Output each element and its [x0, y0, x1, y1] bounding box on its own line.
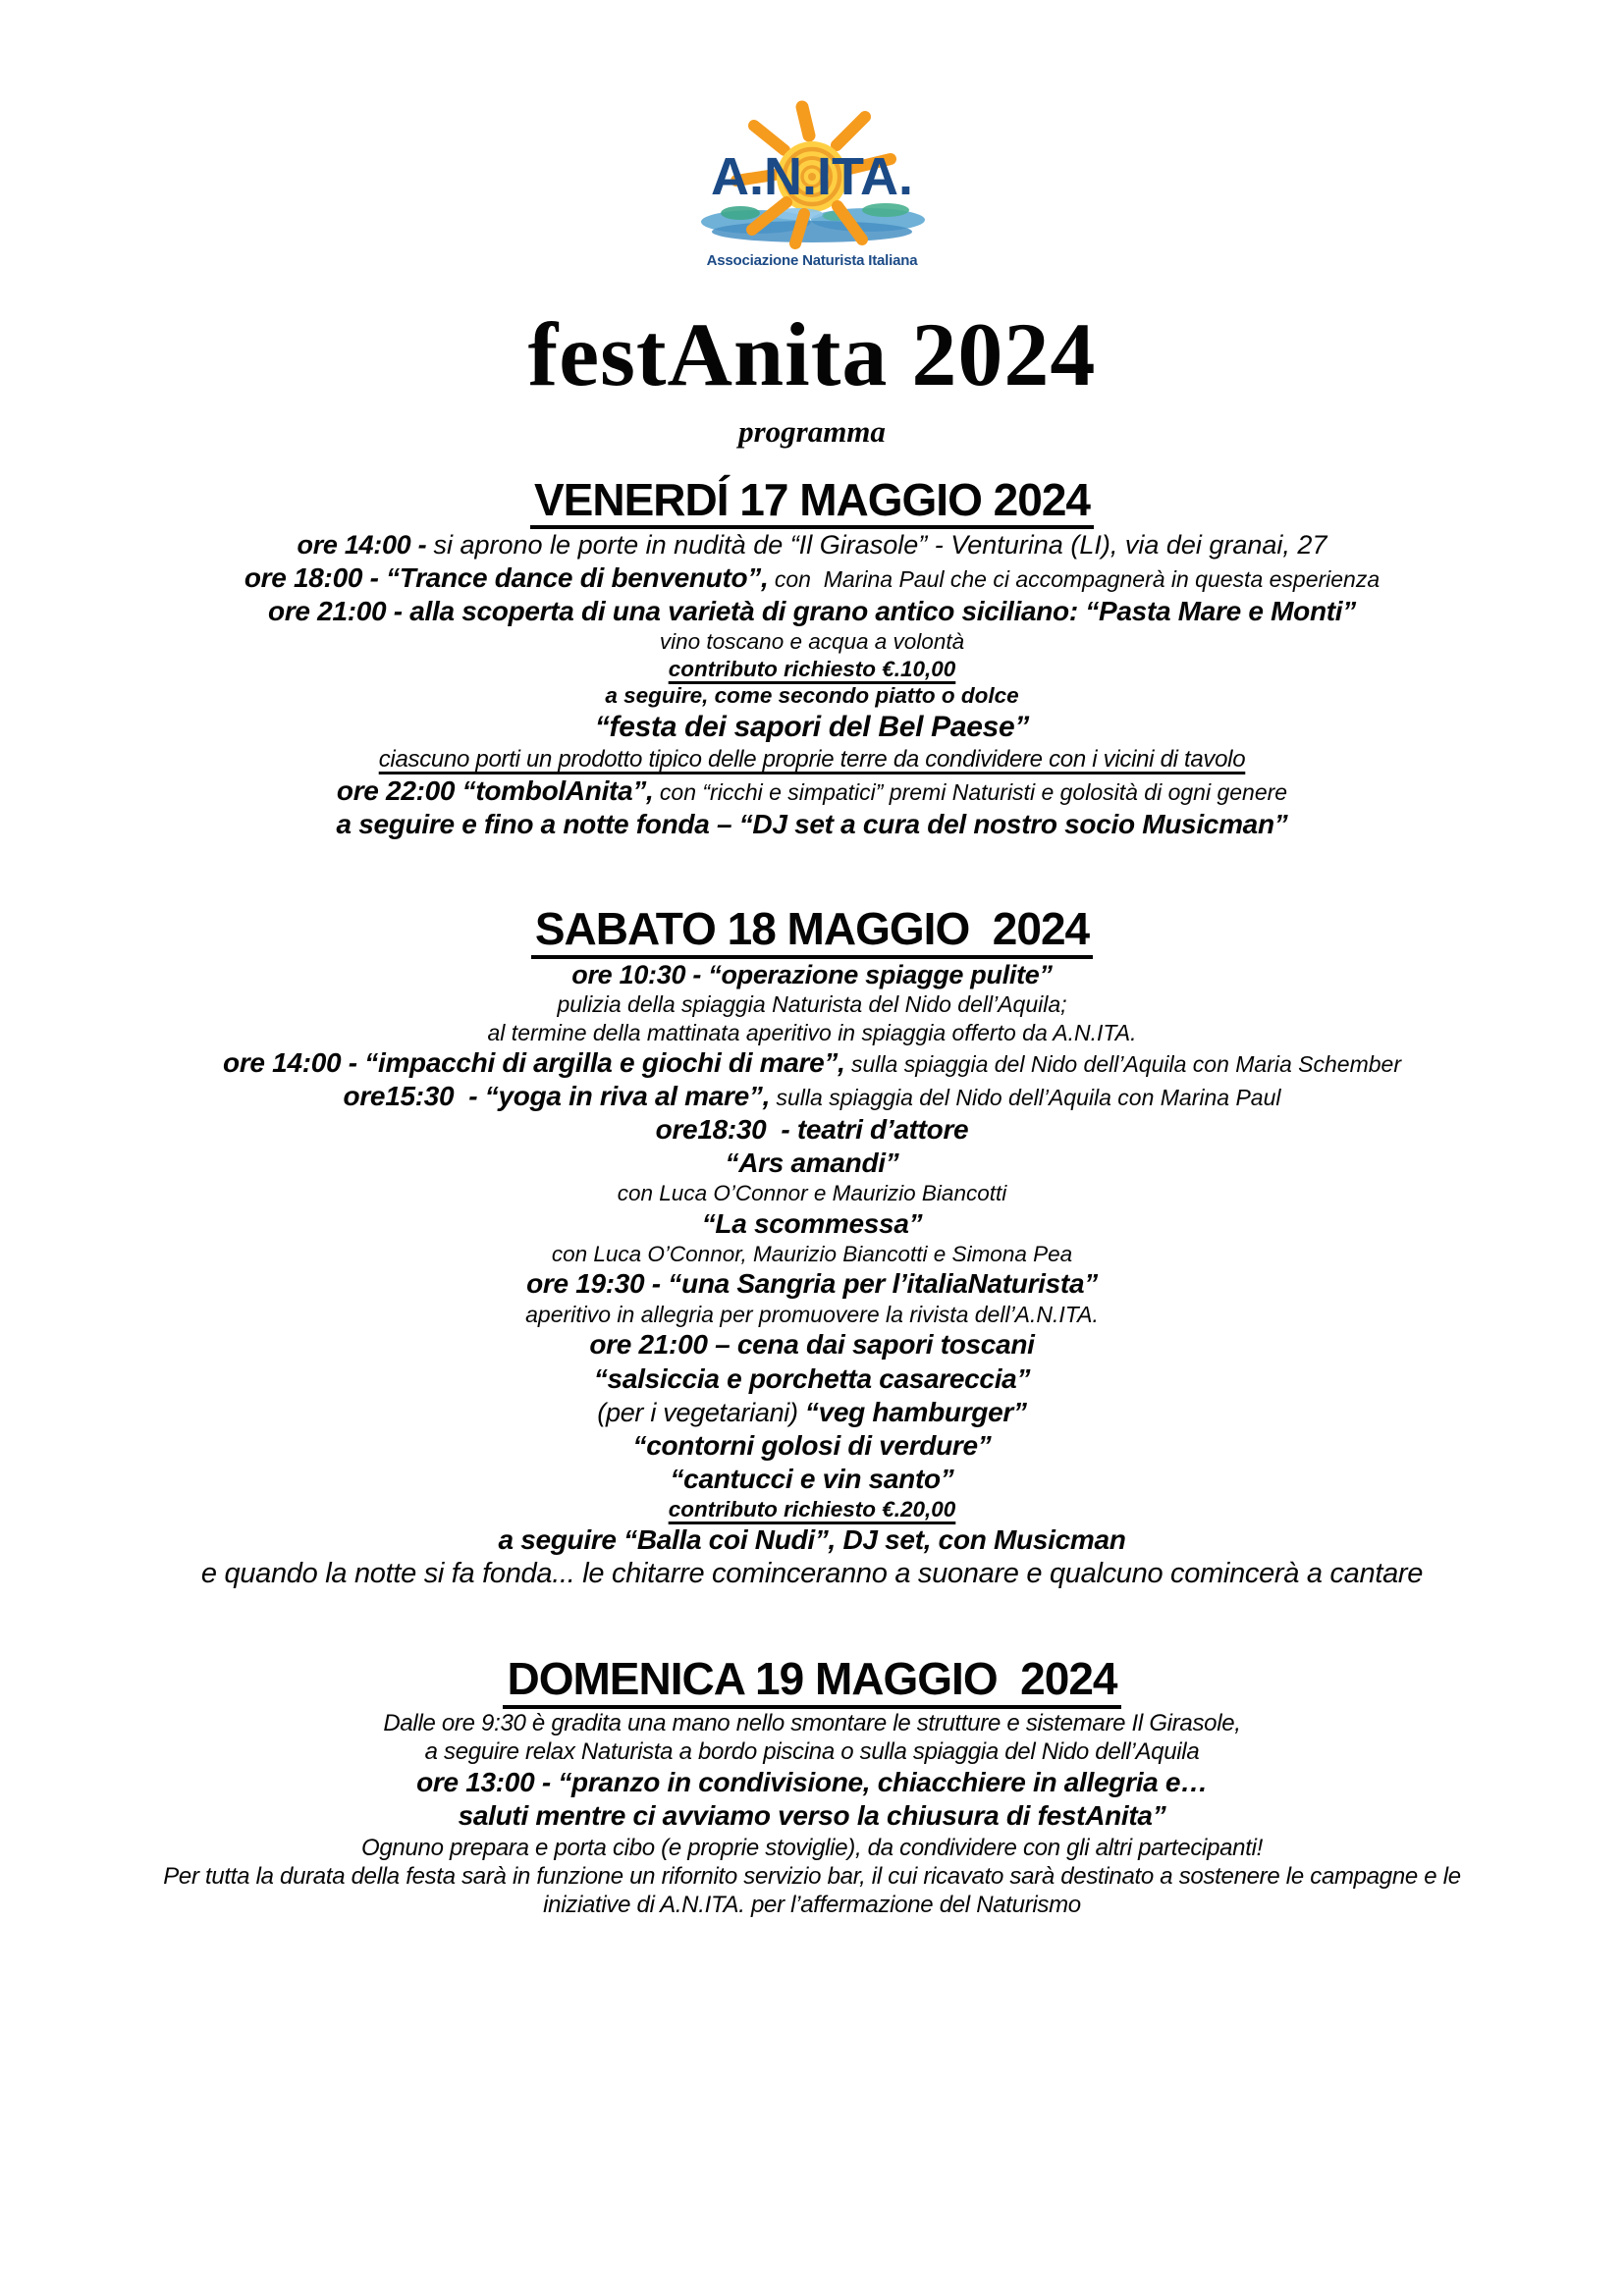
- event-dj-set: a seguire e fino a notte fonda – “DJ set a cura del nostro socio Musicman”: [336, 808, 1288, 839]
- cast-la-scommessa: con Luca O’Connor, Maurizio Biancotti e Simona Pea: [551, 1241, 1073, 1266]
- event-impacchi-text: sulla spiaggia del Nido dell’Aquila con Maria Schember: [844, 1050, 1401, 1077]
- event-pranzo-1: ore 13:00 - “pranzo in condivisione, chiacchiere in allegria e…: [416, 1767, 1208, 1798]
- event-trance-text: con Marina Paul che ci accompagnerà in questa esperienza: [768, 566, 1380, 593]
- menu-veg-note: (per i vegetariani): [597, 1397, 805, 1427]
- event-la-scommessa: “La scommessa”: [701, 1207, 923, 1239]
- menu-veg-title: “veg hamburger”: [804, 1396, 1027, 1427]
- note-chitarre: e quando la notte si fa fonda... le chitarre cominceranno a suonare e qualcuno comincerà a cantare: [200, 1557, 1424, 1589]
- event-impacchi-argilla: [46, 1046, 1578, 1080]
- event-yoga: [46, 1080, 1578, 1113]
- event-trance-dance: [46, 561, 1578, 595]
- cast-ars-amandi: con Luca O’Connor e Maurizio Biancotti: [617, 1181, 1007, 1206]
- event-impacchi-title: ore 14:00 - “impacchi di argilla e giochi di mare”,: [223, 1046, 845, 1078]
- note-smontare-2: a seguire relax Naturista a bordo piscina o sulla spiaggia del Nido dell’Aquila: [424, 1738, 1200, 1766]
- event-teatri: ore18:30 - teatri d’attore: [655, 1113, 969, 1145]
- footer-bar-1: Per tutta la durata della festa sarà in funzione un rifornito servizio bar, il cui ricavato sarà destinato a sostenere le campagne e le: [163, 1862, 1461, 1890]
- event-balla-coi-nudi: a seguire “Balla coi Nudi”, DJ set, con Musicman: [498, 1523, 1126, 1555]
- event-yoga-title: ore15:30 - “yoga in riva al mare”,: [343, 1080, 771, 1111]
- logo-acronym: A.N.ITA.: [711, 147, 913, 206]
- note-secondo-piatto: a seguire, come secondo piatto o dolce: [605, 683, 1019, 709]
- section-venerdi: [0, 475, 1624, 530]
- event-tombolanita: [46, 774, 1578, 808]
- menu-salsiccia: “salsiccia e porchetta casareccia”: [593, 1362, 1031, 1394]
- page-title: festAnita 2024: [527, 304, 1097, 404]
- note-smontare-1: Dalle ore 9:30 è gradita una mano nello smontare le strutture e sistemare Il Girasole,: [383, 1709, 1241, 1736]
- event-festa-sapori: “festa dei sapori del Bel Paese”: [594, 710, 1030, 743]
- note-ognuno-prepara: Ognuno prepara e porta cibo (e proprie stoviglie), da condividere con gli altri partecipanti!: [361, 1834, 1263, 1861]
- event-sangria: ore 19:30 - “una Sangria per l’italiaNaturista”: [526, 1268, 1098, 1300]
- event-trance-title: ore 18:00 - “Trance dance di benvenuto”,: [244, 562, 769, 594]
- event-opening-time: ore 14:00 -: [297, 530, 434, 561]
- menu-veg: [46, 1396, 1578, 1429]
- event-yoga-text: sulla spiaggia del Nido dell’Aquila con Marina Paul: [770, 1084, 1281, 1110]
- note-sangria: aperitivo in allegria per promuovere la rivista dell’A.N.ITA.: [525, 1302, 1099, 1328]
- heading-sabato: SABATO 18 MAGGIO 2024: [531, 904, 1093, 959]
- event-tombolanita-title: ore 22:00 “tombolAnita”,: [336, 774, 654, 806]
- subtitle-programma: programma: [738, 413, 886, 449]
- event-cena-toscana: ore 21:00 – cena dai sapori toscani: [589, 1329, 1035, 1361]
- note-pulizia-spiaggia: pulizia della spiaggia Naturista del Nido dell’Aquila;: [557, 991, 1067, 1018]
- event-pasta: ore 21:00 - alla scoperta di una varietà di grano antico siciliano: “Pasta Mare e Monti”: [268, 596, 1356, 627]
- menu-cantucci: “cantucci e vin santo”: [670, 1464, 954, 1495]
- heading-venerdi: VENERDÍ 17 MAGGIO 2024: [530, 475, 1094, 530]
- section-sabato: [0, 904, 1624, 959]
- note-contributo-20: contributo richiesto €.20,00: [668, 1497, 956, 1522]
- note-aperitivo-spiaggia: al termine della mattinata aperitivo in spiaggia offerto da A.N.ITA.: [487, 1019, 1137, 1045]
- sun-waves-logo-graphic: [689, 96, 935, 278]
- event-pranzo-2: saluti mentre ci avviamo verso la chiusura di festAnita”: [458, 1800, 1166, 1832]
- footer-bar-2: iniziative di A.N.ITA. per l’affermazione del Naturismo: [543, 1892, 1081, 1919]
- note-contributo-10: contributo richiesto €.10,00: [668, 656, 956, 681]
- section-domenica: [0, 1654, 1624, 1709]
- event-opening-text: si aprono le porte in nudità de “Il Girasole” - Venturina (LI), via dei granai, 27: [433, 530, 1327, 561]
- event-opening-doors: [46, 529, 1578, 561]
- event-ars-amandi: “Ars amandi”: [725, 1148, 899, 1179]
- heading-domenica: DOMENICA 19 MAGGIO 2024: [503, 1654, 1120, 1709]
- anita-logo: [0, 96, 1624, 278]
- event-spiagge-pulite: ore 10:30 - “operazione spiagge pulite”: [571, 959, 1053, 989]
- logo-caption: Associazione Naturista Italiana: [706, 252, 918, 269]
- note-ciascuno-porti: ciascuno porti un prodotto tipico delle proprie terre da condividere con i vicini di tavolo: [378, 746, 1246, 774]
- note-vino: vino toscano e acqua a volontà: [659, 629, 965, 655]
- event-tombolanita-text: con “ricchi e simpatici” premi Naturisti e golosità di ogni genere: [653, 778, 1288, 805]
- menu-contorni: “contorni golosi di verdure”: [632, 1429, 992, 1461]
